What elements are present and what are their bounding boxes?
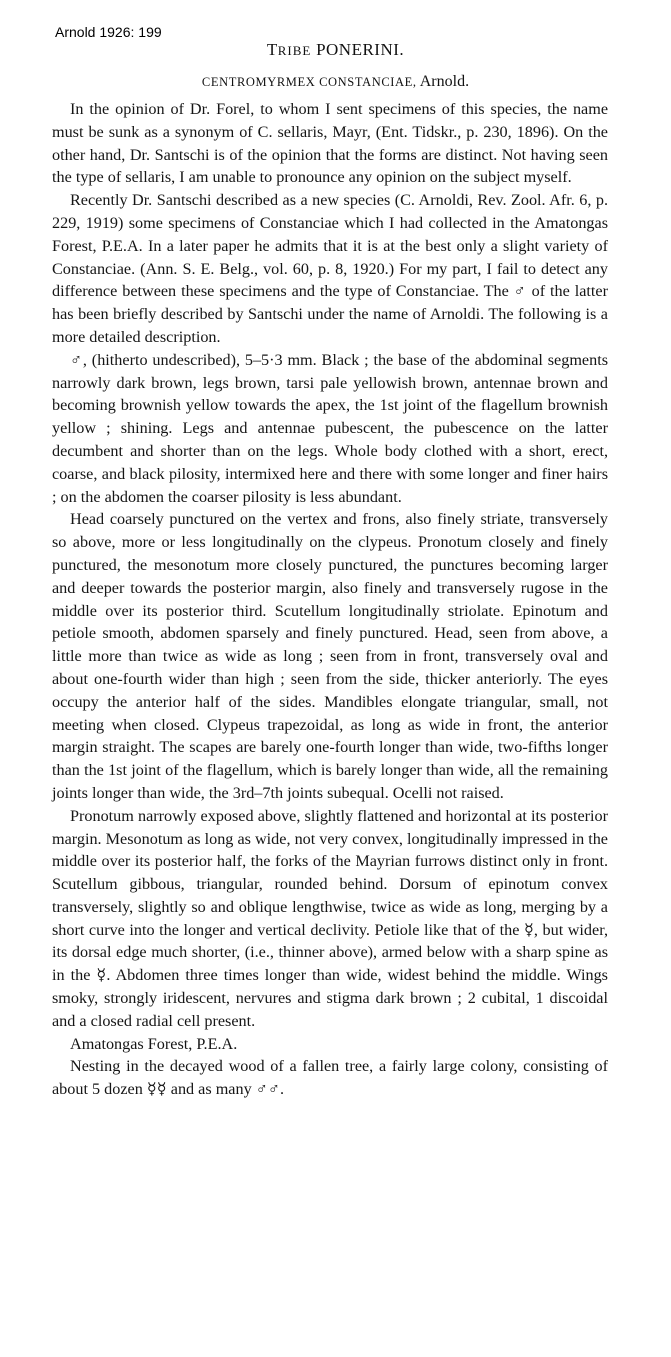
- paragraph-santschi: Recently Dr. Santschi described as a new species (C. Arnoldi, Rev. Zool. Afr. 6, p. 229, 1919) some specimens of Constanciae which I had collected in the Amatongas Forest, P.E.A. In a later paper he admits that it is at the best only a slight variety of Constanciae. (Ann. S. E. Belg., vol. 60, p. 8, 1920.) For my part, I fail to detect any difference between these specimens and the type of Constanciae. The ♂ of the latter has been briefly described by Santschi under the name of Arnoldi. The following is a more detailed description.: [52, 191, 608, 346]
- tribe-heading-first: T: [266, 40, 278, 59]
- paragraph-thorax: Pronotum narrowly exposed above, slightly flattened and horizontal at its posterior margin. Mesonotum as long as wide, not very convex, longitudinally impressed in the middle over its posterior half, the forks of the Mayrian furrows distinct only in front. Scutellum gibbous, triangular, rounded behind. Dorsum of epinotum convex transversely, slightly so and oblique lengthwise, twice as wide as long, merging by a short curve into the longer and vertical declivity. Petiole like that of the ☿, but wider, its dorsal edge much shorter, (i.e., thinner above), armed below with a sharp spine as in the ☿. Abdomen three times longer than wide, widest behind the middle. Wings smoky, strongly iridescent, nervures and stigma dark brown ; 2 cubital, 1 discoidal and a closed radial cell present.: [52, 806, 608, 1030]
- citation-label: Arnold 1926: 199: [55, 24, 162, 40]
- species-heading-rest: Arnold.: [416, 73, 470, 90]
- species-heading-small: CENTROMYRMEX CONSTANCIAE,: [201, 75, 417, 89]
- paragraph-head-sculpture: Head coarsely punctured on the vertex and frons, also finely striate, transversely so above, more or less longitudinally on the clypeus. Pronotum closely and finely punctured, the mesonotum more closely punctured, the punctures becoming larger and deeper towards the posterior margin, also finely and transversely rugose in the middle over its posterior third. Scutellum longitudinally striolate. Epinotum and petiole smooth, abdomen sparsely and finely punctured. Head, seen from above, a little more than twice as wide as long ; seen from in front, transversely oval and about one-fourth wider than high ; seen from the side, thicker anteriorly. The eyes occupy the anterior half of the sides. Mandibles elongate triangular, small, not meeting when closed. Clypeus trapezoidal, as long as wide in front, the anterior margin straight. The scapes are barely one-fourth longer than wide, two-fifths longer than the 1st joint of the flagellum, which is barely longer than wide, all the remaining joints longer than wide, the 3rd–7th joints subequal. Ocelli not raised.: [52, 510, 608, 802]
- tribe-heading-rest: PONERINI.: [311, 40, 405, 59]
- paragraph-locality: Amatongas Forest, P.E.A.: [70, 1034, 238, 1053]
- tribe-heading: [0, 40, 671, 60]
- species-heading: [0, 73, 671, 91]
- paragraph-nesting: Nesting in the decayed wood of a fallen tree, a fairly large colony, consisting of about 5 dozen ☿☿ and as many ♂♂.: [52, 1057, 608, 1099]
- tribe-heading-small: RIBE: [277, 43, 312, 58]
- paragraph-synonymy: In the opinion of Dr. Forel, to whom I sent specimens of this species, the name must be sunk as a synonym of C. sellaris, Mayr, (Ent. Tidskr., p. 230, 1896). On the other hand, Dr. Santschi is of the opinion that the forms are distinct. Not having seen the type of sellaris, I am unable to pronounce any opinion on the subject myself.: [52, 100, 608, 187]
- body-text: [52, 98, 608, 1101]
- paragraph-male-description: ♂, (hitherto undescribed), 5–5·3 mm. Black ; the base of the abdominal segments narrowly dark brown, legs brown, tarsi pale yellowish brown, antennae brown and becoming brownish yellow towards the apex, the 1st joint of the flagellum brownish yellow ; shining. Legs and antennae pubescent, the pubescence on the latter decumbent and shorter than on the legs. Whole body clothed with a short, erect, coarse, and black pilosity, intermixed here and there with some longer and finer hairs ; on the abdomen the coarser pilosity is less abundant.: [52, 350, 608, 506]
